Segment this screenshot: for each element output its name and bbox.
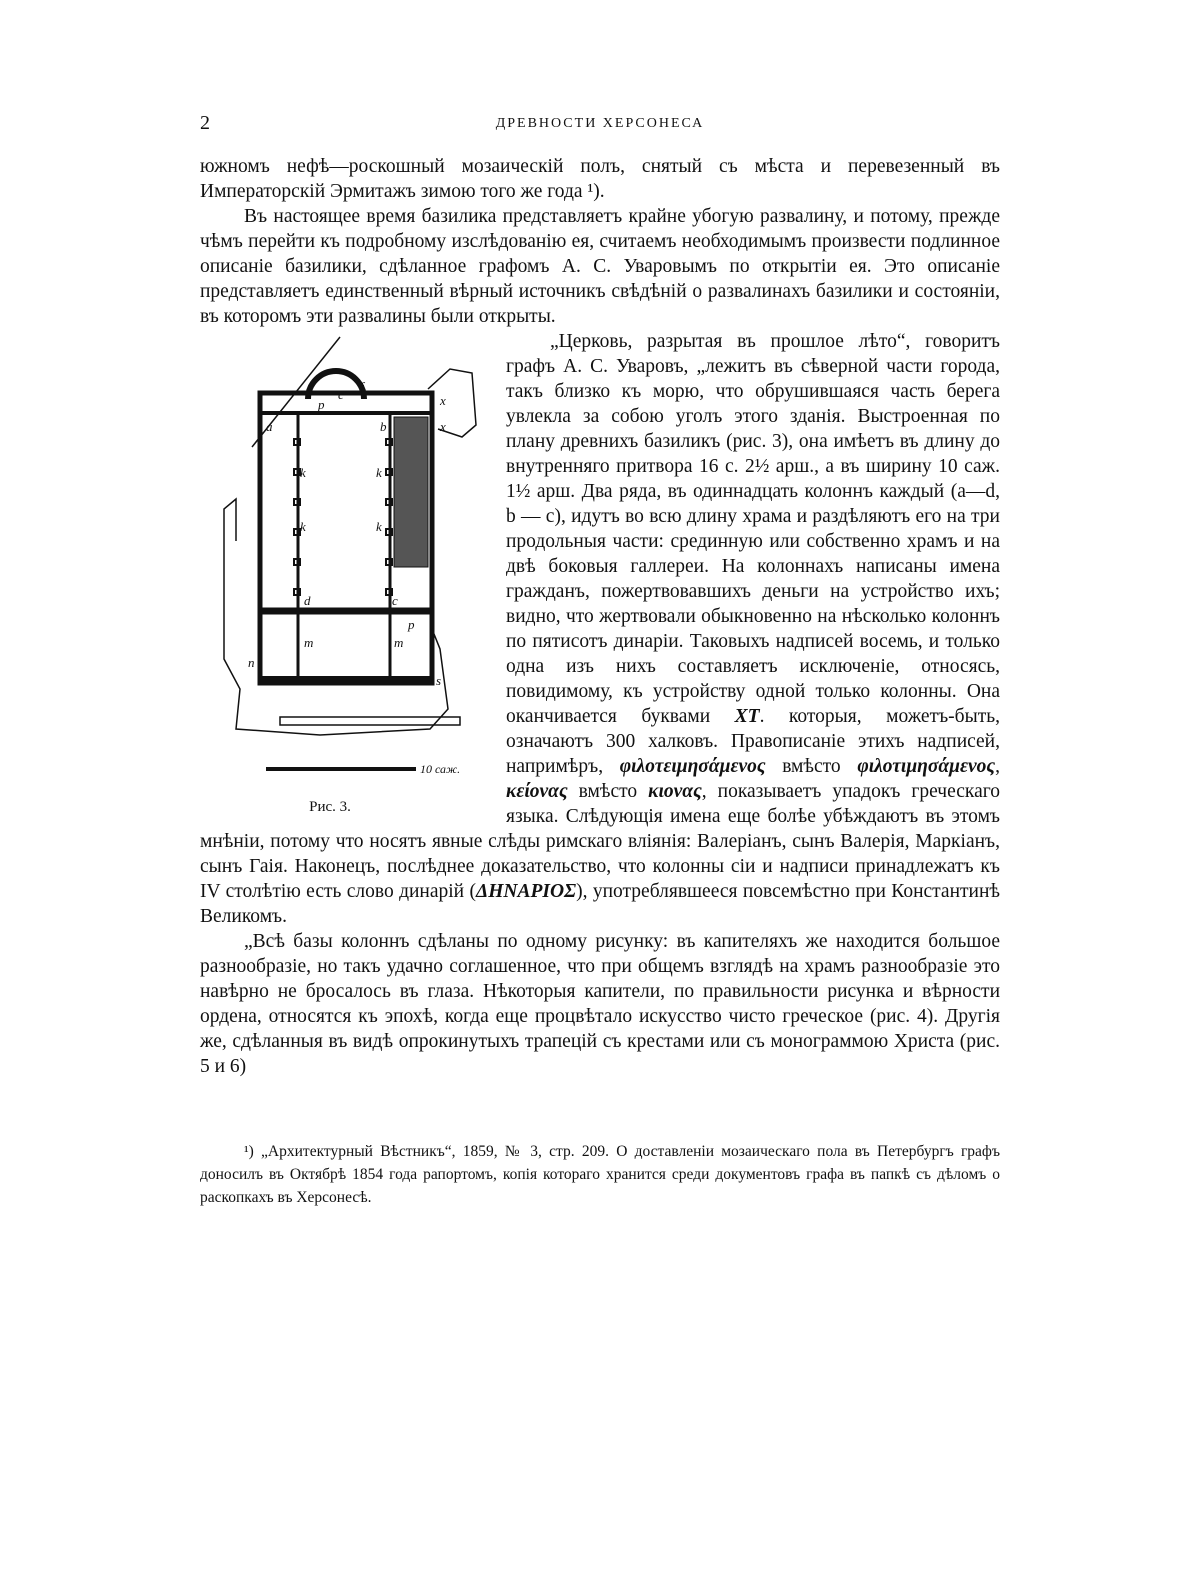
footnote [200,1140,1000,1209]
plan-label-m1: m [304,635,314,650]
page-header [200,112,1000,138]
paragraph-3-part-c: вмѣсто [782,756,841,777]
basilica-plan-drawing [200,329,492,825]
plan-label-c2: c [392,593,398,608]
paragraph-3-part-e: вмѣсто [578,781,638,802]
figure-basilica-plan [200,329,492,825]
greek-word-1: φιλοτειμησάμενος [619,756,766,777]
greek-word-3: κείονας [506,781,568,802]
plan-label-m2: m [394,635,404,650]
paragraph-4: „Всѣ базы колоннъ сдѣланы по одному рисунку: въ капителяхъ же находится большое разнообразіе, но такъ удачно соглашенное, что при общемъ взглядѣ на храмъ разнообразіе это навѣрно не бросалось въ глаза. Нѣкоторыя капители, по правильности рисунка и вѣрности ордена, относятся къ эпохѣ, когда еще процвѣтало искусство чисто греческое (рис. 4). Другія же, сдѣланныя въ видѣ опрокинутыхъ трапецій съ крестами или съ монограммою Христа (рис. 5 и 6) [200,931,1000,1077]
plan-label-k2: k [376,465,382,480]
plan-label-n: n [248,655,255,670]
footnote-text: ¹) „Архитектурный Вѣстникъ“, 1859, № 3, стр. 209. О доставленіи мозаическаго пола въ Петербургъ графъ доносилъ въ Октябрѣ 1854 года рапортомъ, копія котораго хранится среди документовъ графа въ папкѣ съ дѣломъ о раскопкахъ въ Херсонесѣ. [200,1143,1000,1206]
greek-word-2: φιλοτιμησάμενος [857,756,996,777]
plan-label-d: d [304,593,311,608]
plan-label-c: c [338,387,344,402]
paragraph-3-part-b: . которыя, можетъ-быть, означаютъ 300 халковъ. Правописаніе этихъ надписей, напримѣръ, [506,706,1000,777]
figure-caption: Рис. 3. [309,799,351,815]
paragraph-2: Въ настоящее время базилика представляетъ крайне убогую развалину, и потому, прежде чѣмъ перейти къ подробному изслѣдованію ея, считаемъ необходимымъ произвести подлинное описаніе базилики, сдѣланное графомъ А. С. Уваровымъ по открытіи ея. Это описаніе представляетъ единственный вѣрный источникъ свѣдѣній о развалинахъ базилики и состояніи, въ которомъ эти развалины были открыты. [200,206,1000,327]
page-number: 2 [200,112,210,134]
plan-label-a: a [266,419,273,434]
body-text [200,154,1000,1079]
running-title: ДРЕВНОСТИ ХЕРСОНЕСА [495,116,705,131]
greek-word-4: κιονας [648,781,702,802]
plan-label-x1: x [440,393,446,408]
plan-label-s: s [436,673,442,688]
greek-xt: ΧΤ [734,706,760,727]
plan-label-b: b [380,419,387,434]
paragraph-3-part-g: ), употреблявшееся повсемѣстно при Константинѣ Великомъ. [200,881,1000,927]
scale-label: 10 саж. [420,762,461,776]
paragraph-3-part-a: „Церковь, разрытая въ прошлое лѣто“, говоритъ графъ А. С. Уваровъ, „лежитъ въ сѣверной части города, такъ близко къ морю, что обрушившаяся часть берега увлекла за собою уголъ этого зданія. Выстроенная по плану древнихъ базиликъ (рис. 3), она имѣетъ въ длину до внутренняго притвора 16 с. 2½ арш., а въ ширину 10 саж. 1½ арш. Два ряда, въ одиннадцать колоннъ каждый (a—d, b — c), идутъ во всю длину храма и раздѣляютъ его на три продольныя части: срединную или собственно храмъ и на двѣ боковыя галлереи. На колоннахъ написаны имена гражданъ, пожертвовавшихъ деньги на устройство ихъ; видно, что жертвовали обыкновенно на нѣсколько колоннъ по пятисотъ динаріи. Таковыхъ надписей восемь, и только одна изъ нихъ составляетъ исключеніе, относясь, повидимому, къ устройству одной только колонны. Она оканчивается буквами [506,331,1000,727]
paragraph-3-part-d: , [995,756,1001,777]
plan-label-p2: p [408,617,415,632]
paragraph-1: южномъ нефѣ—роскошный мозаическій полъ, снятый съ мѣста и перевезенный въ Императорскій Эрмитажъ зимою того же года ¹). [200,156,1000,202]
plan-label-k3: k [300,519,306,534]
paragraph-3-part-f: , показываетъ упадокъ греческаго языка. Слѣдующія имена еще болѣе убѣждаютъ въ этомъ мнѣніи, потому что носятъ явные слѣды римскаго вліянія: Валеріанъ, сынъ Валерія, Маркіанъ, сынъ Гаія. Наконецъ, послѣднее доказательство, что колонны сіи и надписи принадлежатъ къ IV столѣтію есть слово динарій ( [200,781,1001,902]
plan-label-f: f [360,379,364,394]
plan-label-k4: k [376,519,382,534]
plan-label-p: p [318,397,325,412]
greek-word-5: ΔΗΝΑΡΙΟΣ [475,881,577,902]
plan-label-x2: x [440,419,446,434]
plan-label-k1: k [300,465,306,480]
